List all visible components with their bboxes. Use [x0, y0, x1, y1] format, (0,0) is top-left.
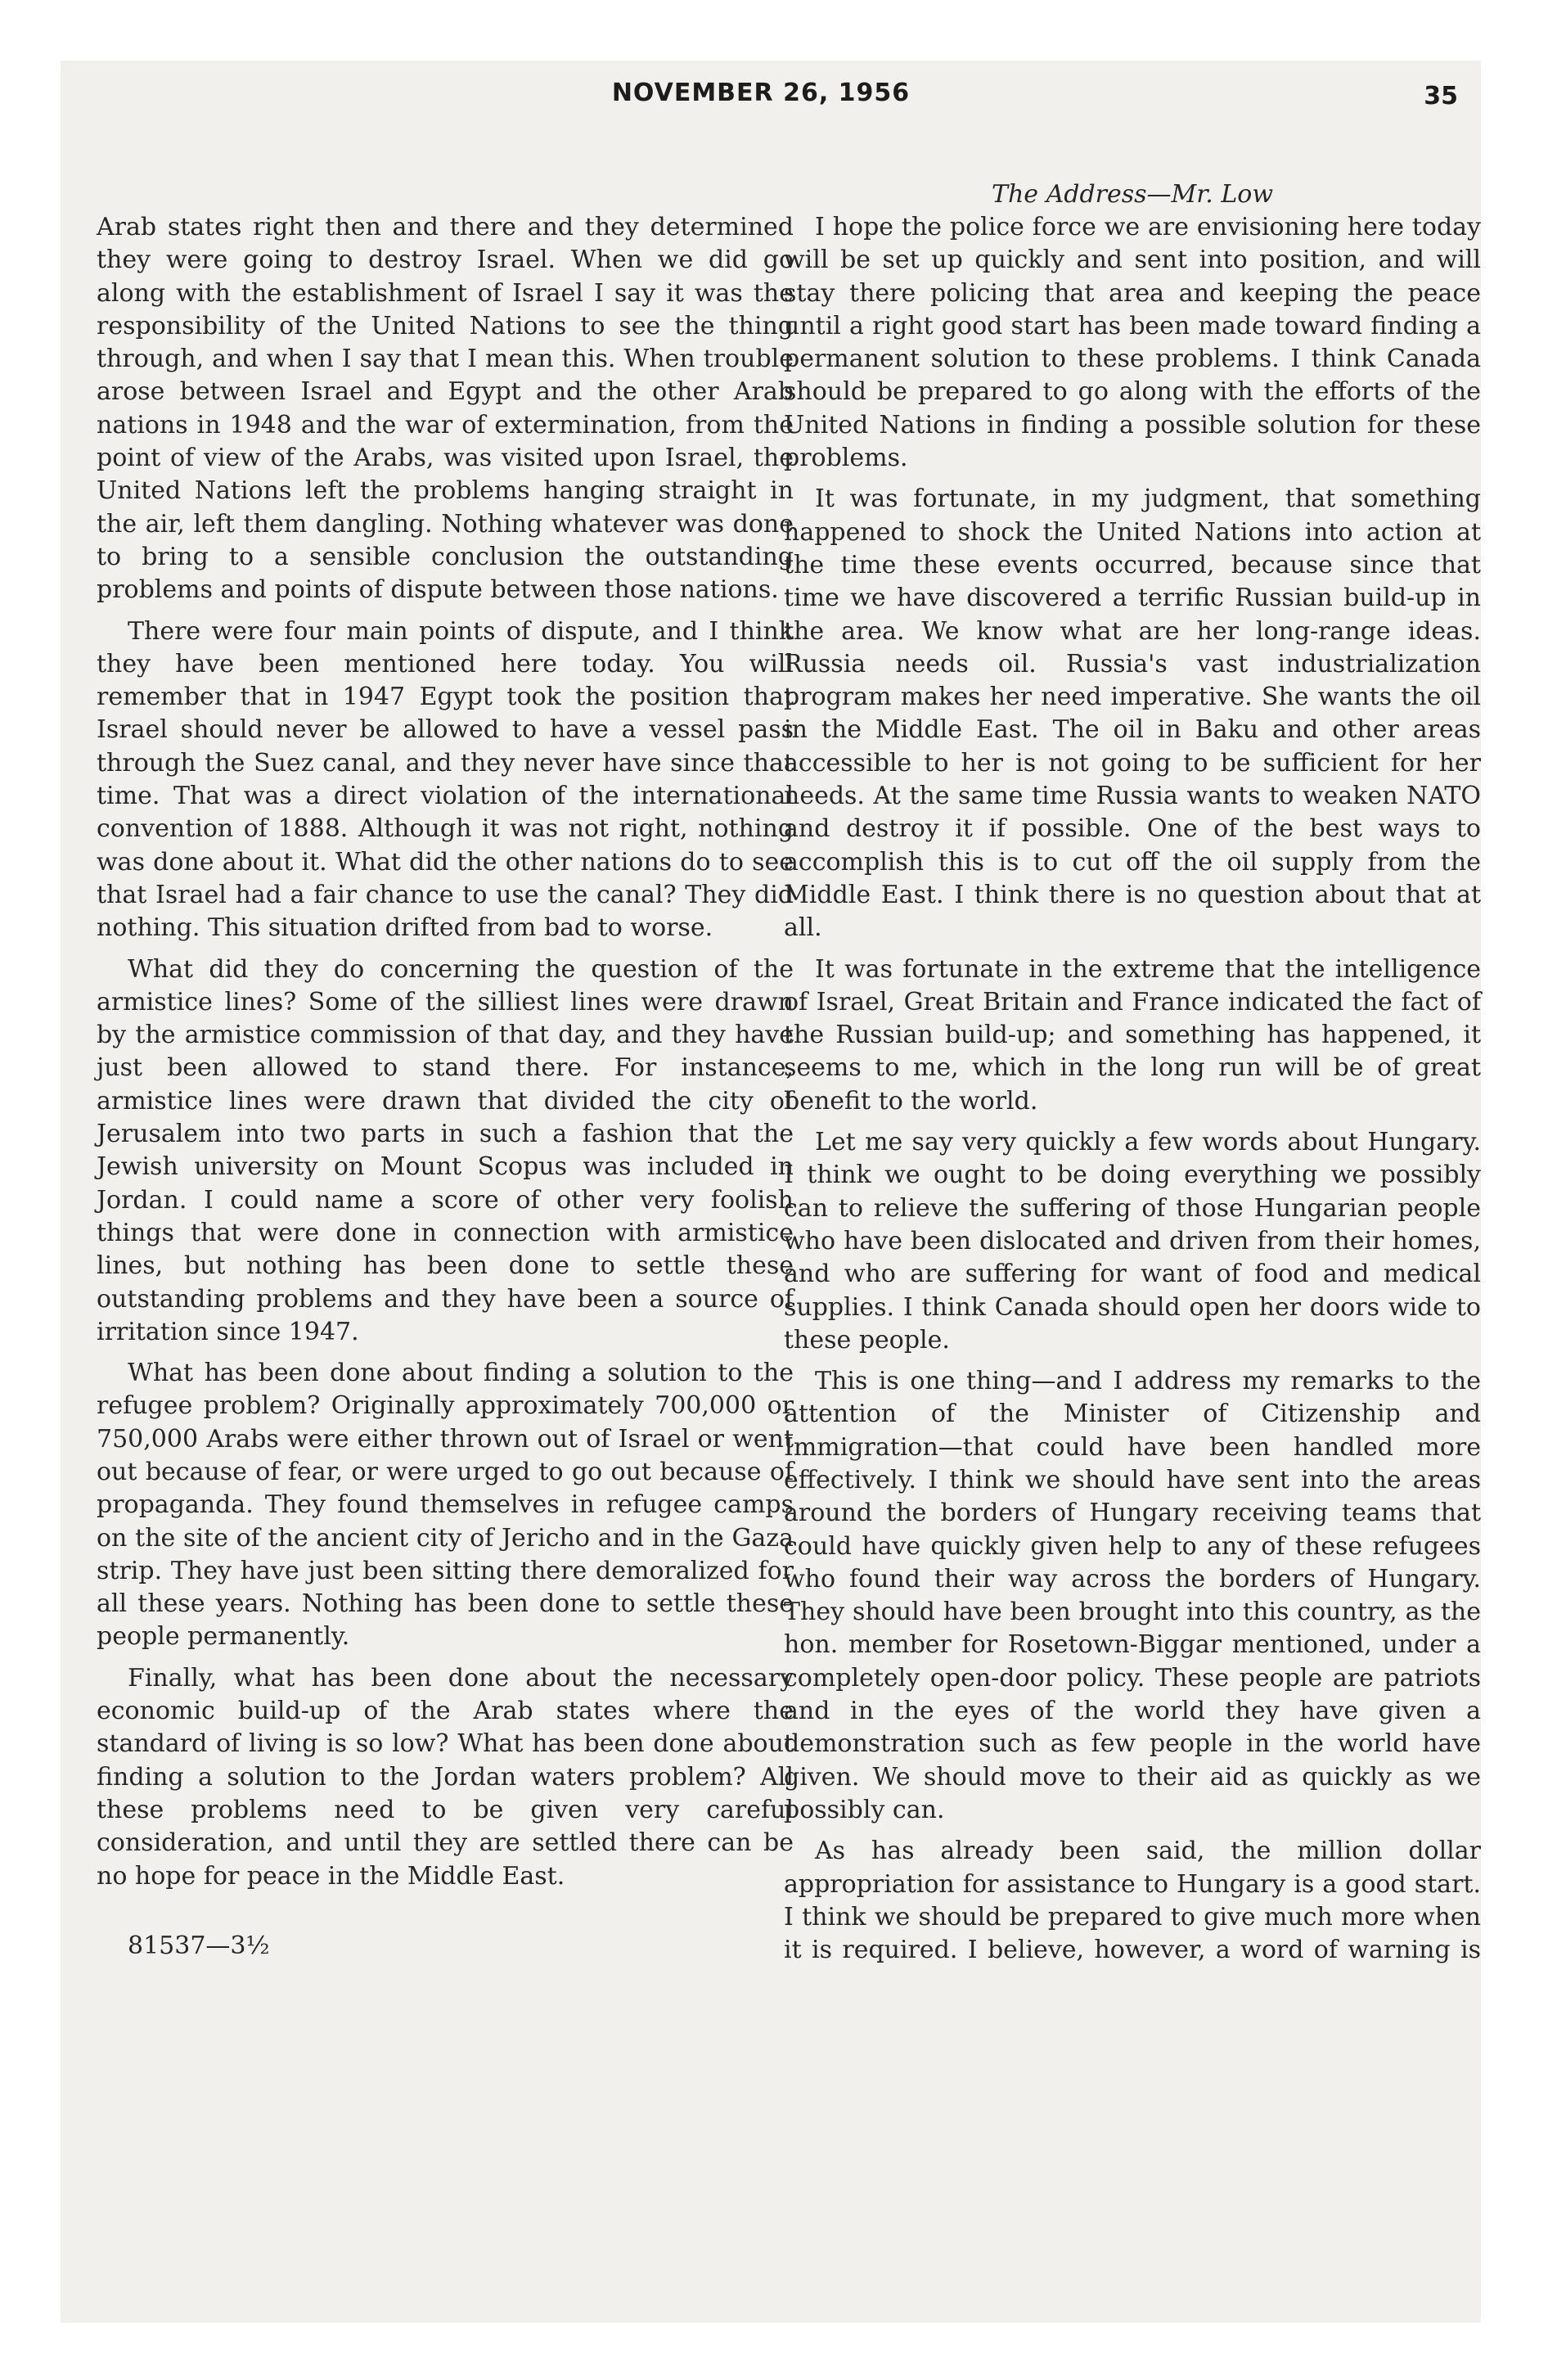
paragraph: What has been done about finding a solution to the refugee problem? Originally approximately 700,000 or 750,000 Arabs were either thrown out of Israel or went out because of fear, or were urged to go out because of propaganda. They found themselves in refugee camps on the site of the ancient city of Jericho and in the Gaza strip. They have just been sitting there demoralized for all these years. Nothing has been done to settle these people permanently. [97, 1359, 794, 1652]
running-head: The Address—Mr. Low [991, 180, 1274, 209]
paragraph: I hope the police force we are envisioning here today will be set up quickly and sent into position, and will stay there policing that area and keeping the peace until a right good start has been made toward finding a permanent solution to these problems. I think Canada should be prepared to go along with the efforts of the United Nations in finding a possible solution for these problems. [784, 213, 1481, 473]
page-number: 35 [1424, 82, 1458, 110]
paragraph: This is one thing—and I address my remarks to the attention of the Minister of Citizenship and Immigration—that could have been handled more effectively. I think we should have sent into the areas around the borders of Hungary receiving teams that could have quickly given help to any of these refugees who found their way across the borders of Hungary. They should have been brought into this country, as the hon. member for Rosetown-Biggar mentioned, under a completely open-door policy. These people are patriots and in the eyes of the world they have given a demonstration such as few people in the world have given. We should move to their aid as quickly as we possibly can. [784, 1367, 1481, 1824]
paragraph: It was fortunate, in my judgment, that something happened to shock the United Nations into action at the time these events occurred, because since that time we have discovered a terrific Russian build-up in the area. We know what are her long-range ideas. Russia needs oil. Russia's vast industrialization program makes her need imperative. She wants the oil in the Middle East. The oil in Baku and other areas accessible to her is not going to be sufficient for her needs. At the same time Russia wants to weaken NATO and destroy it if possible. One of the best ways to accomplish this is to cut off the oil supply from the Middle East. I think there is no question about that at all. [784, 485, 1481, 943]
paragraph: As has already been said, the million dollar appropriation for assistance to Hungary is a good start. I think we should be prepared to give much more when it is required. I believe, however, a word of warning is [784, 1837, 1481, 1965]
paragraph: It was fortunate in the extreme that the intelligence of Israel, Great Britain and France indicated the fact of the Russian build-up; and something has happened, it seems to me, which in the long run will be of great benefit to the world. [784, 954, 1481, 1116]
right-column [784, 211, 1481, 1975]
paragraph: Let me say very quickly a few words about Hungary. I think we ought to be doing everything we possibly can to relieve the suffering of those Hungarian people who have been dislocated and driven from their homes, and who are suffering for want of food and medical supplies. I think Canada should open her doors wide to these people. [784, 1128, 1481, 1355]
paragraph: Arab states right then and there and they determined they were going to destroy Israel. When we did go along with the establishment of Israel I say it was the responsibility of the United Nations to see the thing through, and when I say that I mean this. When trouble arose between Israel and Egypt and the other Arab nations in 1948 and the war of extermination, from the point of view of the Arabs, was visited upon Israel, the United Nations left the problems hanging straight in the air, left them dangling. Nothing whatever was done to bring to a sensible conclusion the outstanding problems and points of dispute between those nations. [97, 213, 794, 605]
paragraph: Finally, what has been done about the necessary economic build-up of the Arab states where the standard of living is so low? What has been done about finding a solution to the Jordan waters problem? All these problems need to be given very careful consideration, and until they are settled there can be no hope for peace in the Middle East. [97, 1663, 794, 1891]
page-date-header: NOVEMBER 26, 1956 [611, 79, 911, 107]
paragraph: There were four main points of dispute, and I think they have been mentioned here today. You will remember that in 1947 Egypt took the position that Israel should never be allowed to have a vessel pass through the Suez canal, and they never have since that time. That was a direct violation of the international convention of 1888. Although it was not right, nothing was done about it. What did the other nations do to see that Israel had a fair chance to use the canal? They did nothing. This situation drifted from bad to worse. [97, 616, 794, 943]
left-column [97, 211, 794, 1901]
footer-code: 81537—3½ [128, 1931, 270, 1960]
paragraph: What did they do concerning the question of the armistice lines? Some of the silliest lines were drawn by the armistice commission of that day, and they have just been allowed to stand there. For instance, armistice lines were drawn that divided the city of Jerusalem into two parts in such a fashion that the Jewish university on Mount Scopus was included in Jordan. I could name a score of other very foolish things that were done in connection with armistice lines, but nothing has been done to settle these outstanding problems and they have been a source of irritation since 1947. [97, 954, 794, 1346]
